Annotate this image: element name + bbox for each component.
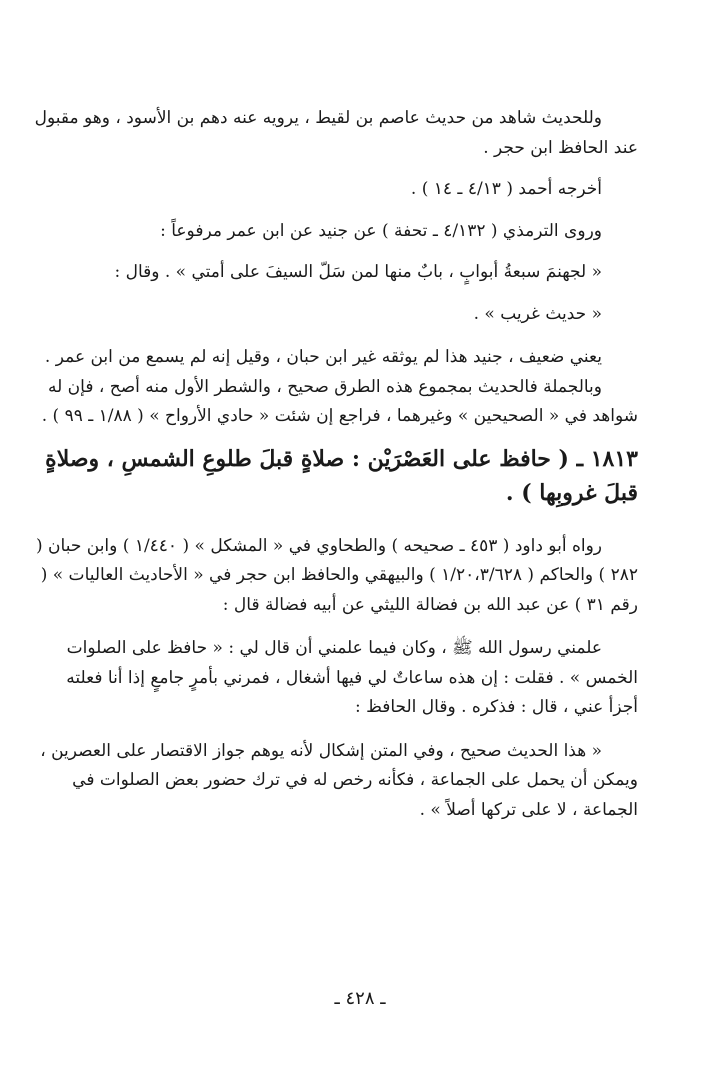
page-number: ـ ٤٢٨ ـ (334, 988, 386, 1009)
paragraph-shahid: وللحديث شاهد من حديث عاصم بن لقيط ، يرويه عنه دهم بن الأسود ، وهو مقبول عند الحافظ ابن حجر . (34, 108, 638, 158)
paragraph-takhrij: رواه أبو داود ( ٤٥٣ ـ صحيحه ) والطحاوي في « المشكل » ( ١/٤٤٠ ) وابن حبان ( ٢٨٢ ) والحاكم ( ١/٢٠،٣/٦٢٨ ) والبيهقي والحافظ ابن حجر في « الأحاديث العاليات » ( رقم ٣١ ) عن عبد الله بن فضالة الليثي عن أبيه فضالة قال : (36, 535, 638, 615)
paragraph-hadith-story: علمني رسول الله ﷺ ، وكان فيما علمني أن قال لي : « حافظ على الصلوات الخمس » . فقلت : إن هذه ساعاتٌ لي فيها أشغال ، فمرني بأمرٍ جامعٍ إذا أنا فعلته أجزأ عني ، قال : فذكره . وقال الحافظ : (66, 638, 638, 717)
paragraph-daif: يعني ضعيف ، جنيد هذا لم يوثقه غير ابن حبان ، وقيل إنه لم يسمع من ابن عمر . (44, 347, 602, 367)
paragraph-gharib: « حديث غريب » . (473, 303, 602, 324)
paragraph-hadith-text: « لجهنمَ سبعةُ أبوابٍ ، بابٌ منها لمن سَلّ السيفَ على أمتي » . وقال : (114, 262, 602, 282)
page-body (34, 104, 638, 825)
paragraph-ahmad: أخرجه أحمد ( ٤/١٣ ـ ١٤ ) . (410, 179, 602, 199)
paragraph-tirmidhi: وروى الترمذي ( ٤/١٣٢ ـ تحفة ) عن جنيد عن ابن عمر مرفوعاً : (160, 220, 602, 241)
paragraph-hafiz-comment: « هذا الحديث صحيح ، وفي المتن إشكال لأنه يوهم جواز الاقتصار على العصرين ، ويمكن أن يحمل على الجماعة ، فكأنه رخص له في ترك حضور بعض الصلوات في الجماعة ، لا على تركها أصلاً » . (40, 740, 638, 820)
hadith-heading: ١٨١٣ ـ ( حافظ على العَصْرَيْن : صلاةٍ قبلَ طلوعِ الشمسِ ، وصلاةٍ قبلَ غروبِها ) . (45, 445, 638, 506)
paragraph-conclusion: وبالجملة فالحديث بمجموع هذه الطرق صحيح ، والشطر الأول منه أصح ، فإن له شواهد في « الصحيحين » وغيرهما ، فراجع إن شئت « حادي الأرواح » ( ١/٨٨ ـ ٩٩ ) . (41, 376, 638, 426)
